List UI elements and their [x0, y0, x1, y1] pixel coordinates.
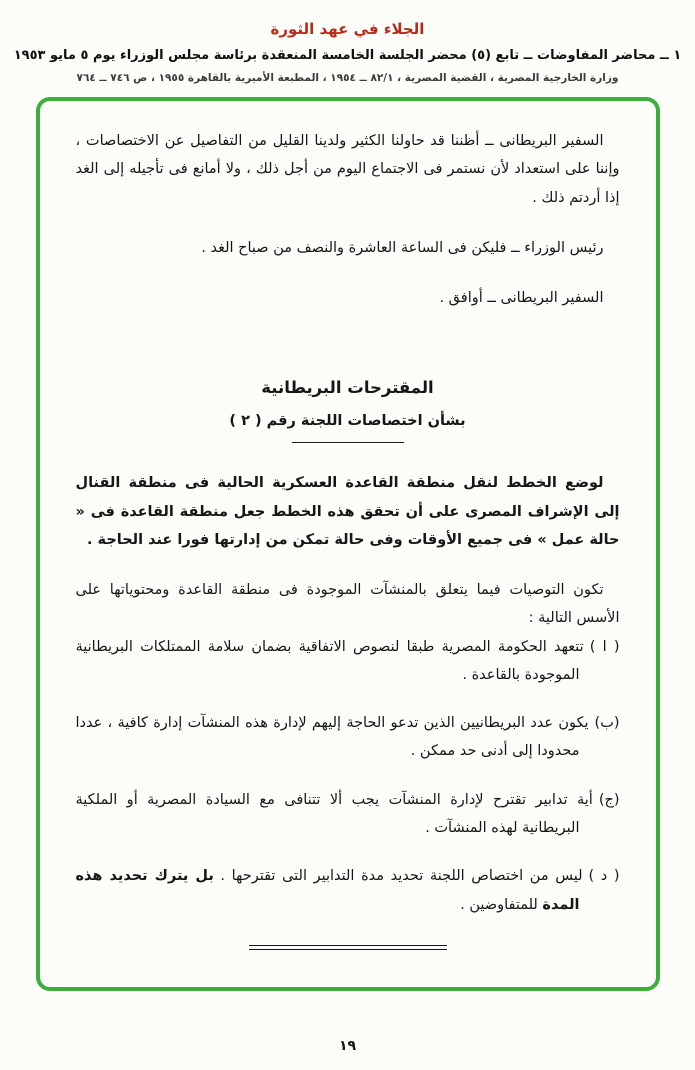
header-subtitle: ١ ــ محاضر المفاوضات ــ تابع (٥) محضر الجلسة الخامسة المنعقدة برئاسة مجلس الوزراء يوم ٥ مايو ١٩٥٣ — [13, 48, 682, 63]
dialogue-line-prime-minister — [76, 234, 620, 262]
item-marker: (ج) — [598, 791, 620, 808]
page-number: ١٩ — [338, 1038, 357, 1054]
source-citation: وزارة الخارجية المصرية ، القضية المصرية ، ٨٢/١ ــ ١٩٥٤ ، المطبعة الأميرية بالقاهرة ١٩٥٥ ، ص ٧٤٦ ــ ٧٦٤ — [76, 72, 619, 84]
body-paragraph-plans: لوضع الخطط لنقل منطقة القاعدة العسكرية الحالية فى منطقة القنال إلى الإشراف المصرى على أن تحقق هذه الخطط جعل منطقة القاعدة فى « حالة عمل » فى جميع الأوقات وفى حالة تمكن من إدارتها فورا عند الحاجة . — [75, 475, 620, 548]
header-title: الجلاء في عهد الثورة — [270, 20, 425, 38]
item-text: تتعهد الحكومة المصرية طبقا لنصوص الاتفاقية بضمان سلامة الممتلكات البريطانية الموجودة بالقاعدة . — [75, 638, 584, 683]
dialogue-text: فليكن فى الساعة العاشرة والنصف من صباح الغد . — [201, 239, 507, 256]
item-text: يكون عدد البريطانيين الذين تدعو الحاجة إليهم لإدارة هذه المنشآت إدارة كافية ، عددا محدودا إلى أدنى حد ممكن . — [75, 715, 589, 760]
closing-double-rule — [249, 945, 447, 950]
dialogue-text: أوافق . — [439, 290, 483, 307]
item-text: أية تدابير تقترح لإدارة المنشآت يجب ألا تتنافى مع السيادة المصرية أو الملكية البريطانية لهذه المنشآت . — [75, 791, 593, 836]
item-text: ليس من اختصاص اللجنة تحديد مدة التدابير التى تقترحها . — [220, 868, 583, 885]
dialogue-line-ambassador-2 — [76, 284, 620, 312]
item-marker: (ب) — [594, 715, 620, 732]
page-header — [0, 0, 695, 84]
item-text-tail: للمتفاوضين . — [460, 896, 538, 913]
list-item-b — [76, 709, 620, 766]
item-marker: ( د ) — [588, 868, 620, 885]
section-heading: المقترحات البريطانية — [261, 378, 434, 398]
speaker-label: رئيس الوزراء ــ — [511, 239, 604, 256]
item-marker: ( ا ) — [589, 638, 620, 655]
list-item-c — [76, 786, 620, 843]
section-subheading: بشأن اختصاصات اللجنة رقم ( ٢ ) — [229, 413, 466, 430]
dialogue-text: أظننا قد حاولنا الكثير ولدينا القليل من التفاصيل عن الاختصاصات ، وإننا على استعداد لأن نستمر فى الاجتماع اليوم من أجل ذلك ، ولا أمانع فى تأجيله إلى الغد إذا أردتم ذلك . — [75, 133, 620, 206]
list-item-a — [76, 633, 620, 690]
speaker-label: السفير البريطانى ــ — [487, 290, 604, 307]
list-item-d — [76, 862, 620, 919]
item-text-bold: بل يترك تحديد هذه المدة — [75, 868, 580, 913]
dialogue-line-ambassador-1 — [76, 127, 620, 212]
heading-divider-rule — [292, 442, 404, 443]
speaker-label: السفير البريطانى ــ — [485, 133, 604, 149]
body-paragraph-recommendations: تكون التوصيات فيما يتعلق بالمنشآت الموجودة فى منطقة القاعدة ومحتوياتها على الأسس التالية : — [75, 582, 620, 627]
green-border-content-box — [36, 97, 660, 991]
